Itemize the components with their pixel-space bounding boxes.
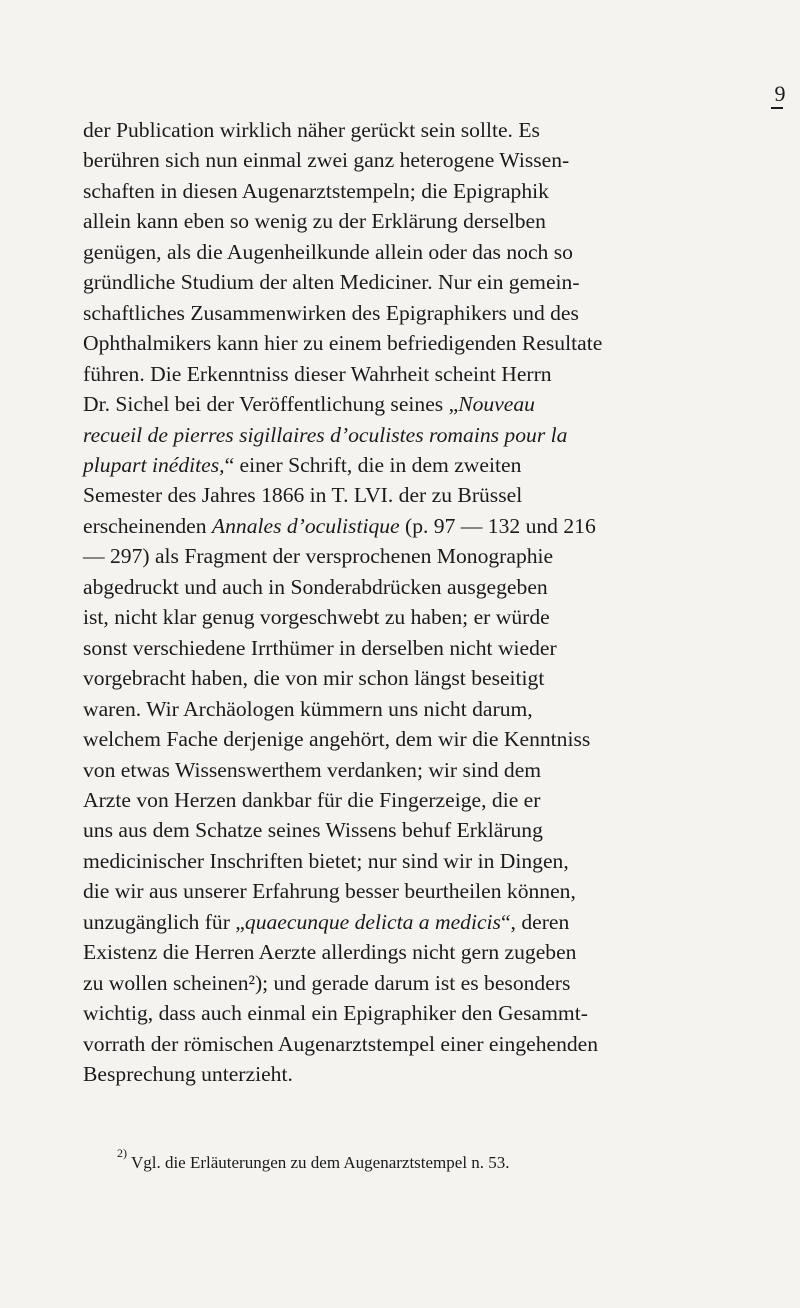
text-line <box>83 876 800 906</box>
text-segment: sonst verschiedene Irrthümer in derselben nicht wieder <box>83 635 557 660</box>
text-line <box>83 785 800 815</box>
text-line <box>83 663 800 693</box>
text-segment: zu wollen scheinen²); und gerade darum ist es besonders <box>83 970 571 995</box>
text-line <box>83 907 800 937</box>
text-line <box>83 724 800 754</box>
text-line <box>83 815 800 845</box>
text-segment: “ einer Schrift, die in dem zweiten <box>224 452 522 477</box>
text-line <box>83 420 800 450</box>
text-segment: vorgebracht haben, die von mir schon längst beseitigt <box>83 666 545 691</box>
page-number: 9 <box>0 83 786 105</box>
text-line <box>83 206 800 236</box>
text-segment: waren. Wir Archäologen kümmern uns nicht darum, <box>83 696 533 721</box>
text-line <box>83 1029 800 1059</box>
text-line <box>83 755 800 785</box>
text-segment: “, deren <box>500 909 570 934</box>
text-segment: berühren sich nun einmal zwei ganz heterogene Wissen- <box>83 148 570 173</box>
text-segment: — 297) als Fragment der versprochenen Monographie <box>83 544 554 569</box>
text-line <box>83 541 800 571</box>
text-line <box>83 450 800 480</box>
italic-title: recueil de pierres sigillaires d’oculistes romains pour la <box>83 422 568 447</box>
italic-quote: quaecunque delicta a medicis <box>244 909 501 934</box>
text-line <box>83 998 800 1028</box>
footnote <box>0 1146 800 1173</box>
footnote-marker: 2) <box>117 1146 127 1160</box>
text-segment: (p. 97 — 132 und 216 <box>399 513 596 538</box>
text-line <box>83 389 800 419</box>
text-segment: Besprechung unterzieht. <box>83 1062 293 1087</box>
text-line <box>83 1059 800 1089</box>
text-segment: Arzte von Herzen dankbar für die Fingerzeige, die er <box>83 787 541 812</box>
footnote-text: Vgl. die Erläuterungen zu dem Augenarztstempel n. 53. <box>127 1153 510 1172</box>
text-segment: abgedruckt und auch in Sonderabdrücken ausgegeben <box>83 574 548 599</box>
text-line <box>83 176 800 206</box>
text-line <box>83 237 800 267</box>
text-segment: der Publication wirklich näher gerückt sein sollte. Es <box>83 118 540 142</box>
text-segment: allein kann eben so wenig zu der Erklärung derselben <box>83 209 546 234</box>
text-line <box>83 115 800 145</box>
text-line <box>83 328 800 358</box>
text-line <box>83 602 800 632</box>
text-segment: Ophthalmikers kann hier zu einem befriedigenden Resultate <box>83 331 603 356</box>
text-segment: Existenz die Herren Aerzte allerdings nicht gern zugeben <box>83 940 577 965</box>
text-segment: genügen, als die Augenheilkunde allein oder das noch so <box>83 239 573 264</box>
text-segment: ist, nicht klar genug vorgeschwebt zu haben; er würde <box>83 605 550 630</box>
text-line <box>83 298 800 328</box>
text-segment: von etwas Wissenswerthem verdanken; wir sind dem <box>83 757 542 782</box>
text-segment: führen. Die Erkenntniss dieser Wahrheit scheint Herrn <box>83 361 552 386</box>
text-line <box>83 633 800 663</box>
text-segment: welchem Fache derjenige angehört, dem wir die Kenntniss <box>83 727 591 752</box>
text-segment: Semester des Jahres 1866 in T. LVI. der zu Brüssel <box>83 483 523 508</box>
text-segment: schaftliches Zusammenwirken des Epigraphikers und des <box>83 300 579 325</box>
text-segment: schaften in diesen Augenarztstempeln; die Epigraphik <box>83 178 549 203</box>
text-line <box>83 145 800 175</box>
text-segment: wichtig, dass auch einmal ein Epigraphiker den Gesammt- <box>83 1001 588 1026</box>
text-segment: uns aus dem Schatze seines Wissens behuf Erklärung <box>83 818 543 843</box>
text-segment: medicinischer Inschriften bietet; nur sind wir in Dingen, <box>83 848 569 873</box>
text-line <box>83 511 800 541</box>
text-line <box>83 846 800 876</box>
text-line <box>83 359 800 389</box>
text-segment: vorrath der römischen Augenarztstempel einer eingehenden <box>83 1031 599 1056</box>
text-segment: unzugänglich für „ <box>83 909 245 934</box>
text-line <box>83 480 800 510</box>
text-line <box>83 937 800 967</box>
italic-title: Annales d’oculistique <box>211 513 400 538</box>
text-segment: die wir aus unserer Erfahrung besser beurtheilen können, <box>83 879 576 904</box>
italic-title: plupart inédites, <box>83 452 225 477</box>
text-segment: Dr. Sichel bei der Veröffentlichung seines „ <box>83 392 459 417</box>
text-line <box>83 572 800 602</box>
italic-title: Nouveau <box>458 392 535 417</box>
text-segment: gründliche Studium der alten Mediciner. Nur ein gemein- <box>83 270 580 295</box>
text-line <box>83 968 800 998</box>
text-segment: erscheinenden <box>83 513 212 538</box>
text-line <box>83 267 800 297</box>
text-line <box>83 694 800 724</box>
body-text <box>83 115 800 1090</box>
